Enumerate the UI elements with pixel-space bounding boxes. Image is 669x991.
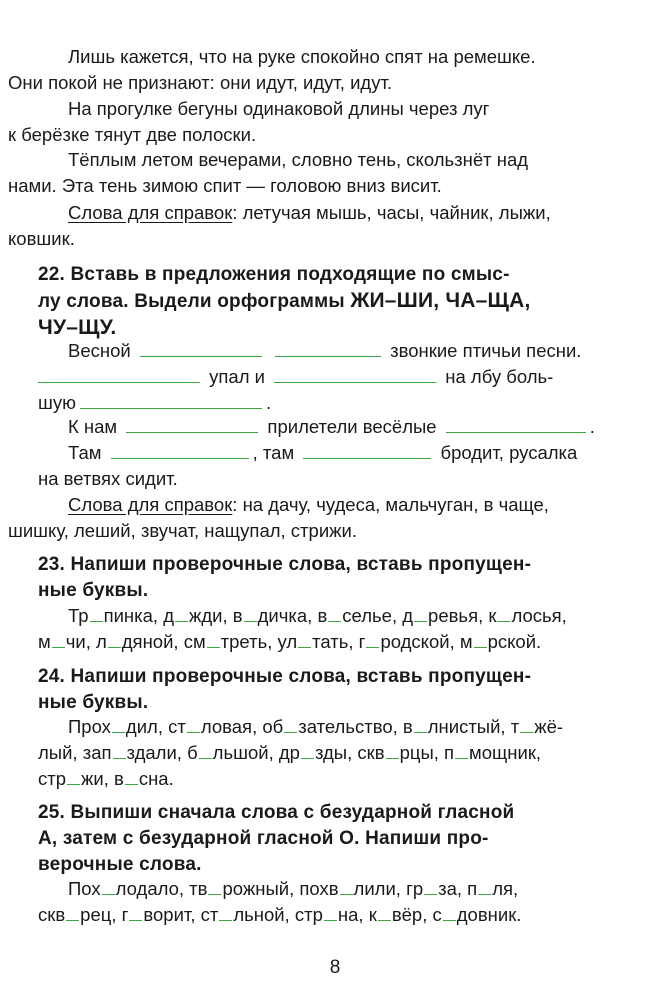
missing-letter-blank[interactable] <box>102 893 115 895</box>
word-fragment: ревья, к <box>428 605 497 626</box>
word-fragment: за, п <box>438 878 478 899</box>
word-fragment: треть, ул <box>220 631 298 652</box>
answer-blank[interactable] <box>126 431 258 433</box>
missing-letter-blank[interactable] <box>414 731 427 733</box>
word-fragment: на, к <box>337 904 377 925</box>
word-fragment: тать, г <box>312 631 366 652</box>
word-fragment: селье, д <box>342 605 414 626</box>
task-23-heading <box>38 552 650 604</box>
task-heading-text: Напиши проверочные слова, вставь пропущен- <box>70 666 532 687</box>
task-22-sentence-2 <box>38 364 650 416</box>
word-fragment: льшой, др <box>212 742 300 763</box>
answer-blank[interactable] <box>275 355 381 357</box>
task-22-heading <box>38 262 650 342</box>
task-24-words <box>38 714 650 792</box>
task-number: 24. <box>38 666 66 687</box>
word-fragment: рец, г <box>80 904 129 925</box>
word-fragment: лили, гр <box>353 878 424 899</box>
word-fragment: жё- <box>534 716 564 737</box>
missing-letter-blank[interactable] <box>112 731 125 733</box>
missing-letter-blank[interactable] <box>90 620 103 622</box>
reference-text: : на дачу, чудеса, мальчуган, в чаще, <box>232 494 549 515</box>
sentence-text: Весной <box>68 340 131 361</box>
task-heading-orthogram: ЖИ–ШИ, ЧА–ЩА, <box>350 289 531 312</box>
answer-blank[interactable] <box>80 407 262 409</box>
word-line-2 <box>38 904 521 925</box>
task-25-heading <box>38 800 650 878</box>
answer-blank[interactable] <box>38 381 200 383</box>
riddle-2-line-2: к берёзке тянут две полоски. <box>8 124 257 145</box>
word-fragment: пинка, д <box>103 605 174 626</box>
reference-text-2: шишку, леший, звучат, нащупал, стрижи. <box>8 520 358 541</box>
missing-letter-blank[interactable] <box>219 919 232 921</box>
missing-letter-blank[interactable] <box>455 757 468 759</box>
word-fragment: скв <box>38 904 66 925</box>
missing-letter-blank[interactable] <box>478 893 491 895</box>
missing-letter-blank[interactable] <box>497 620 510 622</box>
missing-letter-blank[interactable] <box>424 893 437 895</box>
task-heading-text: Выпиши сначала слова с безударной гласной <box>70 802 515 823</box>
missing-letter-blank[interactable] <box>108 646 121 648</box>
word-fragment: ловая, об <box>200 716 284 737</box>
task-number: 22. <box>38 264 66 285</box>
word-fragment: Прох <box>68 716 111 737</box>
word-line-1 <box>68 878 518 899</box>
sentence-text: на лбу боль- <box>445 366 554 387</box>
riddle-2 <box>8 96 650 148</box>
reference-label: Слова для справок <box>68 494 233 515</box>
task-heading-text-2: ные буквы. <box>38 580 149 601</box>
sentence-text: , там <box>252 442 295 463</box>
word-fragment: дичка, в <box>257 605 328 626</box>
missing-letter-blank[interactable] <box>129 919 142 921</box>
sentence-text: звонкие птичьи песни. <box>390 340 582 361</box>
task-heading-text-2: А, затем с безударной гласной О. Напиши про- <box>38 828 489 849</box>
missing-letter-blank[interactable] <box>301 757 314 759</box>
task-23-words <box>38 603 650 655</box>
riddle-1 <box>8 44 650 96</box>
word-fragment: жи, в <box>81 768 124 789</box>
word-fragment: лосья, <box>511 605 567 626</box>
word-line-3 <box>38 768 174 789</box>
missing-letter-blank[interactable] <box>199 757 212 759</box>
word-fragment: жди, в <box>189 605 243 626</box>
missing-letter-blank[interactable] <box>386 757 399 759</box>
reference-label: Слова для справок <box>68 202 233 223</box>
word-fragment: довник. <box>456 904 522 925</box>
task-number: 23. <box>38 554 66 575</box>
page-number: 8 <box>329 957 341 978</box>
missing-letter-blank[interactable] <box>328 620 341 622</box>
missing-letter-blank[interactable] <box>125 783 138 785</box>
word-fragment: м <box>38 631 51 652</box>
task-22-sentence-3 <box>38 414 650 440</box>
word-fragment: Пох <box>68 878 101 899</box>
missing-letter-blank[interactable] <box>244 620 257 622</box>
word-fragment: стр <box>38 768 67 789</box>
sentence-text: прилетели весёлые <box>267 416 437 437</box>
task-22-sentence-1 <box>38 338 650 364</box>
word-fragment: рцы, п <box>399 742 455 763</box>
word-fragment: родской, м <box>380 631 473 652</box>
word-fragment: зды, скв <box>314 742 385 763</box>
word-fragment: вёр, с <box>391 904 442 925</box>
word-fragment: лый, зап <box>38 742 112 763</box>
missing-letter-blank[interactable] <box>520 731 533 733</box>
task-heading-text: Вставь в предложения подходящие по смыс- <box>70 264 510 285</box>
word-fragment: дяной, см <box>121 631 206 652</box>
reference-words-top <box>8 200 650 252</box>
word-fragment: ворит, ст <box>143 904 219 925</box>
riddle-1-line-1: Лишь кажется, что на руке спокойно спят на ремешке. <box>68 46 536 67</box>
word-fragment: рской. <box>487 631 542 652</box>
word-fragment: сна. <box>138 768 174 789</box>
missing-letter-blank[interactable] <box>366 646 379 648</box>
task-heading-text-2: лу слова. Выдели орфограммы <box>38 291 345 312</box>
sentence-text: шую <box>38 392 76 413</box>
task-25-words <box>38 876 650 928</box>
missing-letter-blank[interactable] <box>340 893 353 895</box>
answer-blank[interactable] <box>274 381 436 383</box>
task-number: 25. <box>38 802 66 823</box>
word-line-2 <box>38 631 541 652</box>
missing-letter-blank[interactable] <box>474 646 487 648</box>
missing-letter-blank[interactable] <box>207 646 220 648</box>
word-fragment: чи, л <box>65 631 107 652</box>
missing-letter-blank[interactable] <box>378 919 391 921</box>
task-heading-text: Напиши проверочные слова, вставь пропущен- <box>70 554 532 575</box>
word-fragment: мощник, <box>469 742 542 763</box>
riddle-2-line-1: На прогулке бегуны одинаковой длины через луг <box>68 98 490 119</box>
missing-letter-blank[interactable] <box>187 731 200 733</box>
word-fragment: ля, <box>492 878 519 899</box>
word-fragment: рожный, похв <box>222 878 339 899</box>
reference-text: : летучая мышь, часы, чайник, лыжи, <box>232 202 551 223</box>
word-line-1 <box>68 605 567 626</box>
answer-blank[interactable] <box>446 431 586 433</box>
word-fragment: Тр <box>68 605 89 626</box>
answer-blank[interactable] <box>111 457 249 459</box>
riddle-3-line-2: нами. Эта тень зимою спит — головою вниз висит. <box>8 175 442 196</box>
missing-letter-blank[interactable] <box>324 919 337 921</box>
task-heading-text-2: ные буквы. <box>38 692 149 713</box>
word-fragment: лнистый, т <box>427 716 520 737</box>
task-22-sentence-4 <box>38 440 650 492</box>
word-fragment: здали, б <box>126 742 198 763</box>
word-line-1 <box>68 716 563 737</box>
answer-blank[interactable] <box>303 457 431 459</box>
word-fragment: дил, ст <box>125 716 186 737</box>
answer-blank[interactable] <box>140 355 262 357</box>
sentence-text: бродит, русалка <box>440 442 578 463</box>
sentence-text: Там <box>68 442 102 463</box>
sentence-text: . <box>265 392 272 413</box>
reference-words-22 <box>8 492 650 544</box>
missing-letter-blank[interactable] <box>414 620 427 622</box>
missing-letter-blank[interactable] <box>284 731 297 733</box>
task-heading-text-3: верочные слова. <box>38 854 202 875</box>
word-line-2 <box>38 742 541 763</box>
missing-letter-blank[interactable] <box>175 620 188 622</box>
missing-letter-blank[interactable] <box>208 893 221 895</box>
missing-letter-blank[interactable] <box>67 783 80 785</box>
missing-letter-blank[interactable] <box>52 646 65 648</box>
missing-letter-blank[interactable] <box>443 919 456 921</box>
reference-text-2: ковшик. <box>8 228 75 249</box>
missing-letter-blank[interactable] <box>66 919 79 921</box>
sentence-text: на ветвях сидит. <box>38 468 178 489</box>
word-fragment: зательство, в <box>298 716 413 737</box>
riddle-1-line-2: Они покой не признают: они идут, идут, идут. <box>8 72 393 93</box>
riddle-3 <box>8 147 650 199</box>
task-24-heading <box>38 664 650 716</box>
missing-letter-blank[interactable] <box>298 646 311 648</box>
sentence-text: К нам <box>68 416 118 437</box>
word-fragment: льной, стр <box>233 904 323 925</box>
sentence-text: . <box>589 416 595 437</box>
sentence-text: упал и <box>209 366 265 387</box>
word-fragment: лодало, тв <box>115 878 208 899</box>
riddle-3-line-1: Тёплым летом вечерами, словно тень, скользнёт над <box>68 149 529 170</box>
missing-letter-blank[interactable] <box>113 757 126 759</box>
task-heading-orthogram-2: ЧУ–ЩУ. <box>38 316 117 339</box>
